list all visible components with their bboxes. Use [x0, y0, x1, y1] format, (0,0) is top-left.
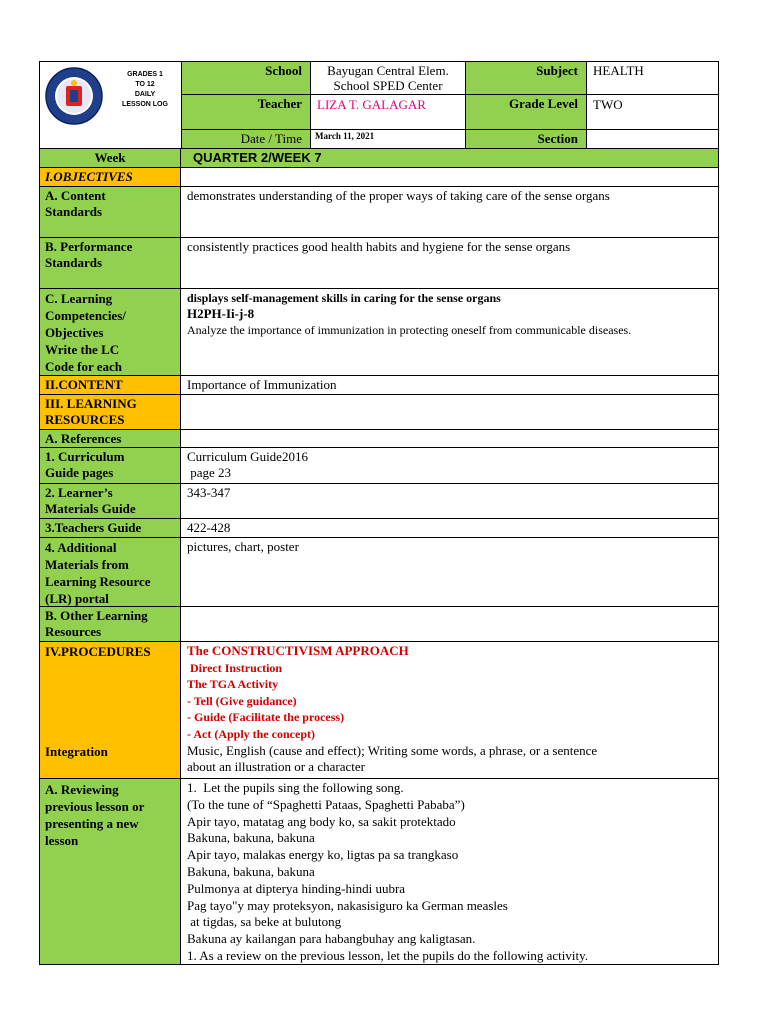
- week-value: QUARTER 2/WEEK 7: [180, 148, 719, 168]
- learning-resources-empty: [180, 394, 719, 430]
- grades-line-1: GRADES 1: [127, 71, 163, 78]
- teacher-label: Teacher: [181, 94, 311, 130]
- section-value: [586, 129, 719, 149]
- competencies-value: displays self-management skills in caring for the sense organs H2PH-Ii-j-8 Analyze the importance of immunization in protecting oneself from communicable diseases.: [180, 288, 719, 376]
- performance-standards-value: consistently practices good health habits and hygiene for the sense organs: [180, 237, 719, 289]
- teacher-value: LIZA T. GALAGAR: [310, 94, 466, 130]
- grades-line-2: TO 12: [135, 81, 155, 88]
- performance-standards-label: B. Performance Standards: [39, 237, 181, 289]
- content-value: Importance of Immunization: [180, 375, 719, 395]
- week-label: Week: [39, 148, 181, 168]
- content-standards-label: A. Content Standards: [39, 186, 181, 238]
- procedures-label: IV.PROCEDURES Integration: [39, 641, 181, 779]
- school-value: Bayugan Central Elem. School SPED Center: [310, 61, 466, 95]
- learners-materials-value: 343-347: [180, 483, 719, 519]
- date-value: March 11, 2021: [310, 129, 466, 149]
- subject-value: HEALTH: [586, 61, 719, 95]
- procedures-value: The CONSTRUCTIVISM APPROACH Direct Instruction The TGA Activity - Tell (Give guidance) - Guide (Facilitate the process) - Act (Apply the concept) Music, English (cause and effect); Writing some words, a phrase, or a sentence about an illustration or a character: [180, 641, 719, 779]
- content-standards-value: demonstrates understanding of the proper ways of taking care of the sense organs: [180, 186, 719, 238]
- objectives-heading: I.OBJECTIVES: [39, 167, 181, 187]
- other-resources-label: B. Other Learning Resources: [39, 606, 181, 642]
- reviewing-label: A. Reviewing previous lesson or presenting a new lesson: [39, 778, 181, 965]
- school-label: School: [181, 61, 311, 95]
- additional-materials-label: 4. Additional Materials from Learning Resource (LR) portal: [39, 537, 181, 607]
- date-label: Date / Time: [181, 129, 311, 149]
- subject-label: Subject: [465, 61, 587, 95]
- content-heading: II.CONTENT: [39, 375, 181, 395]
- learners-materials-label: 2. Learner’s Materials Guide: [39, 483, 181, 519]
- competencies-label: C. Learning Competencies/ Objectives Write the LC Code for each: [39, 288, 181, 376]
- learning-resources-heading: III. LEARNING RESOURCES: [39, 394, 181, 430]
- section-label: Section: [465, 129, 587, 149]
- other-resources-empty: [180, 606, 719, 642]
- references-label: A. References: [39, 429, 181, 448]
- curriculum-guide-label: 1. Curriculum Guide pages: [39, 447, 181, 484]
- reviewing-value: 1. Let the pupils sing the following song. (To the tune of “Spaghetti Pataas, Spaghetti Pababa”) Apir tayo, matatag ang body ko, sa sakit protektado Bakuna, bakuna, bakuna Apir tayo, malakas energy ko, ligtas pa sa trangkaso Bakuna, bakuna, bakuna Pulmonya at dipterya hinding-hindi uubra Pag tayo"y may proteksyon, nakasisiguro ka German measles at tigdas, sa beke at bulutong Bakuna ay kailangan para habangbuhay ang kaligtasan. 1. As a review on the previous lesson, let the pupils do the following activity.: [180, 778, 719, 965]
- deped-seal-icon: [44, 66, 104, 126]
- grade-level-value: TWO: [586, 94, 719, 130]
- curriculum-guide-value: Curriculum Guide2016 page 23: [180, 447, 719, 484]
- additional-materials-value: pictures, chart, poster: [180, 537, 719, 607]
- references-empty: [180, 429, 719, 448]
- grades-line-3: DAILY: [134, 91, 156, 98]
- header-logo-box: [39, 61, 182, 149]
- objectives-empty: [180, 167, 719, 187]
- grades-line-4: LESSON LOG: [122, 101, 168, 108]
- integration-label: Integration: [45, 744, 108, 759]
- grade-level-label: Grade Level: [465, 94, 587, 130]
- teachers-guide-label: 3.Teachers Guide: [39, 518, 181, 538]
- teachers-guide-value: 422-428: [180, 518, 719, 538]
